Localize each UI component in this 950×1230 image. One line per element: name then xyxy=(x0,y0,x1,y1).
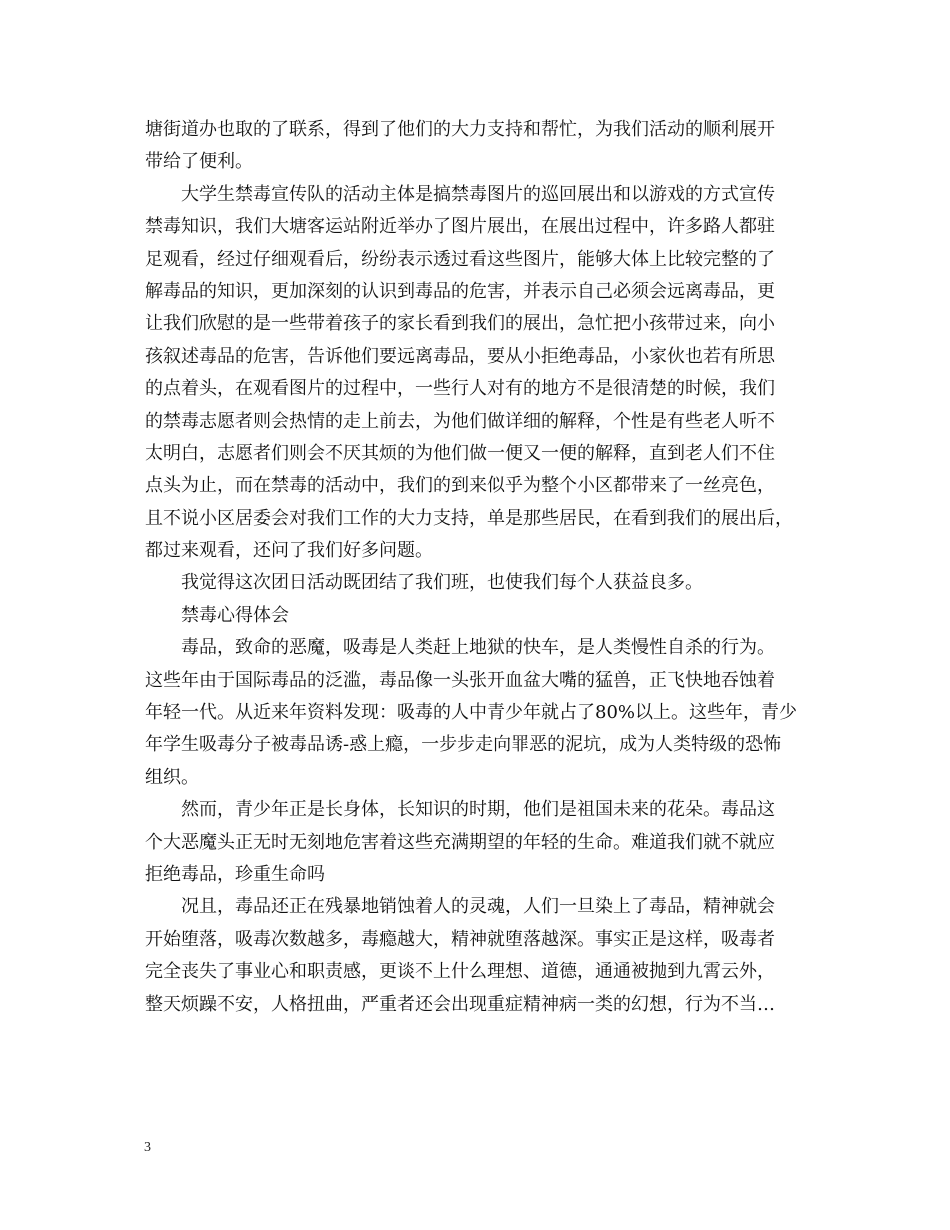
text-line: 点头为止，而在禁毒的活动中，我们的到来似乎为整个小区都带来了一丝亮色， xyxy=(145,475,775,497)
text-line: 毒品，致命的恶魔，吸毒是人类赶上地狱的快车，是人类慢性自杀的行为。 xyxy=(181,637,775,659)
text-line: 年轻一代。从近来年资料发现：吸毒的人中青少年就占了80%以上。这些年，青少 xyxy=(145,702,798,724)
text-line: 太明白，志愿者们则会不厌其烦的为他们做一便又一便的解释，直到老人们不住 xyxy=(145,442,775,464)
body-text xyxy=(145,114,825,1021)
text-line: 拒绝毒品，珍重生命吗 xyxy=(145,863,325,885)
text-line: 禁毒心得体会 xyxy=(181,604,289,626)
text-line: 禁毒知识，我们大塘客运站附近举办了图片展出，在展出过程中，许多路人都驻 xyxy=(145,216,775,238)
text-line: 塘街道办也取的了联系，得到了他们的大力支持和帮忙，为我们活动的顺利展开 xyxy=(145,119,775,140)
text-line: 孩叙述毒品的危害，告诉他们要远离毒品，要从小拒绝毒品，小家伙也若有所思 xyxy=(145,345,775,367)
text-line: 的点着头，在观看图片的过程中，一些行人对有的地方不是很清楚的时候，我们 xyxy=(145,378,775,400)
page-number: 3 xyxy=(144,1140,151,1155)
text-line: 我觉得这次团日活动既团结了我们班，也使我们每个人获益良多。 xyxy=(181,572,703,594)
text-line: 解毒品的知识，更加深刻的认识到毒品的危害，并表示自己必须会远离毒品，更 xyxy=(145,280,775,302)
text-line: 让我们欣慰的是一些带着孩子的家长看到我们的展出，急忙把小孩带过来，向小 xyxy=(145,313,775,335)
text-line: 足观看，经过仔细观看后，纷纷表示透过看这些图片，能够大体上比较完整的了 xyxy=(145,248,775,270)
text-line: 年学生吸毒分子被毒品诱-惑上瘾，一步步走向罪恶的泥坑，成为人类特级的恐怖 xyxy=(145,734,782,756)
text-line: 且不说小区居委会对我们工作的大力支持，单是那些居民，在看到我们的展出后， xyxy=(145,507,793,529)
text-line: 都过来观看，还问了我们好多问题。 xyxy=(145,540,433,562)
text-line: 带给了便利。 xyxy=(145,151,253,173)
text-line: 整天烦躁不安，人格扭曲，严重者还会出现重症精神病一类的幻想，行为不当… xyxy=(145,993,775,1015)
text-line: 大学生禁毒宣传队的活动主体是搞禁毒图片的巡回展出和以游戏的方式宣传 xyxy=(181,183,775,205)
text-line: 然而，青少年正是长身体，长知识的时期，他们是祖国未来的花朵。毒品这 xyxy=(181,799,775,821)
text-line: 个大恶魔头正无时无刻地危害着这些充满期望的年轻的生命。难道我们就不就应 xyxy=(145,831,775,853)
text-line: 的禁毒志愿者则会热情的走上前去，为他们做详细的解释，个性是有些老人听不 xyxy=(145,410,775,432)
text-line: 开始堕落，吸毒次数越多，毒瘾越大，精神就堕落越深。事实正是这样，吸毒者 xyxy=(145,928,775,950)
text-line: 况且，毒品还正在残暴地销蚀着人的灵魂，人们一旦染上了毒品，精神就会 xyxy=(181,896,775,918)
text-line: 这些年由于国际毒品的泛滥，毒品像一头张开血盆大嘴的猛兽，正飞快地吞蚀着 xyxy=(145,669,775,691)
text-line: 组织。 xyxy=(145,766,199,788)
text-line: 完全丧失了事业心和职责感，更谈不上什么理想、道德，通通被抛到九霄云外， xyxy=(145,961,775,983)
